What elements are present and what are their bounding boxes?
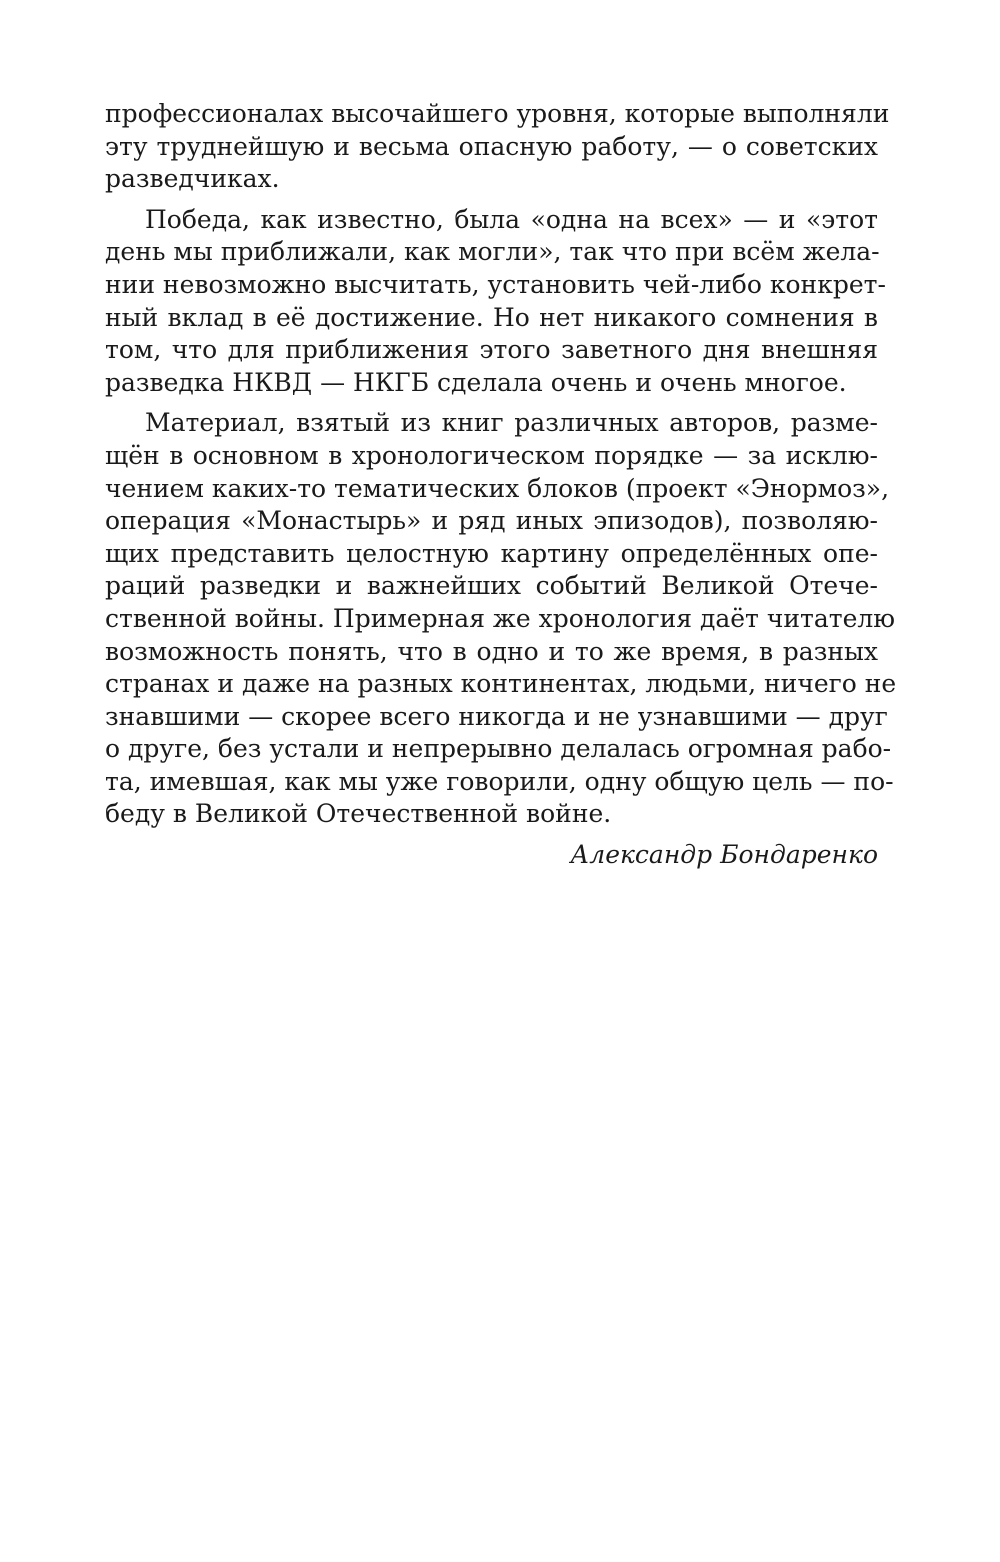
paragraph-3 (105, 407, 897, 831)
text-line: разведчиках. (105, 164, 280, 194)
text-line: разведка НКВД — НКГБ сделала очень и очень многое. (105, 367, 847, 397)
text-line: Материал, взятый из книг различных авторов, разме- (145, 408, 878, 438)
paragraph-gap (105, 196, 878, 204)
text-line: о друге, без устали и непрерывно делалась огромная рабо- (105, 734, 892, 764)
paragraph-gap (105, 399, 878, 407)
text-line: раций разведки и важнейших событий Великой Отече- (105, 571, 878, 601)
text-line: возможность понять, что в одно и то же время, в разных (105, 636, 878, 666)
text-line: странах и даже на разных континентах, людьми, ничего не (105, 669, 897, 699)
text-line: та, имевшая, как мы уже говорили, одну общую цель — по- (105, 766, 894, 796)
text-line: щих представить целостную картину определённых опе- (105, 538, 878, 568)
text-line: день мы приближали, как могли», так что при всём жела- (105, 237, 880, 267)
body-text (105, 98, 897, 872)
author-signature: Александр Бондаренко (570, 840, 878, 870)
text-line: Победа, как известно, была «одна на всех» — и «этот (145, 204, 878, 234)
text-line: нии невозможно высчитать, установить чей-либо конкрет- (105, 269, 886, 299)
text-line: операция «Монастырь» и ряд иных эпизодов), позволяю- (105, 506, 878, 536)
paragraph-1 (105, 98, 890, 196)
text-line: ственной войны. Примерная же хронология даёт читателю (105, 603, 896, 633)
text-line: знавшими — скорее всего никогда и не узнавшими — друг (105, 701, 888, 731)
text-line: беду в Великой Отечественной войне. (105, 799, 612, 829)
text-line: профессионалах высочайшего уровня, которые выполняли (105, 99, 890, 128)
text-line: том, что для приближения этого заветного дня внешняя (105, 335, 878, 365)
text-line: эту труднейшую и весьма опасную работу, — о советских (105, 131, 878, 161)
paragraph-2 (105, 204, 886, 400)
text-line: ный вклад в её достижение. Но нет никакого сомнения в (105, 302, 878, 332)
text-line: щён в основном в хронологическом порядке — за исклю- (105, 440, 878, 470)
text-line: чением каких-то тематических блоков (проект «Энормоз», (105, 473, 890, 503)
